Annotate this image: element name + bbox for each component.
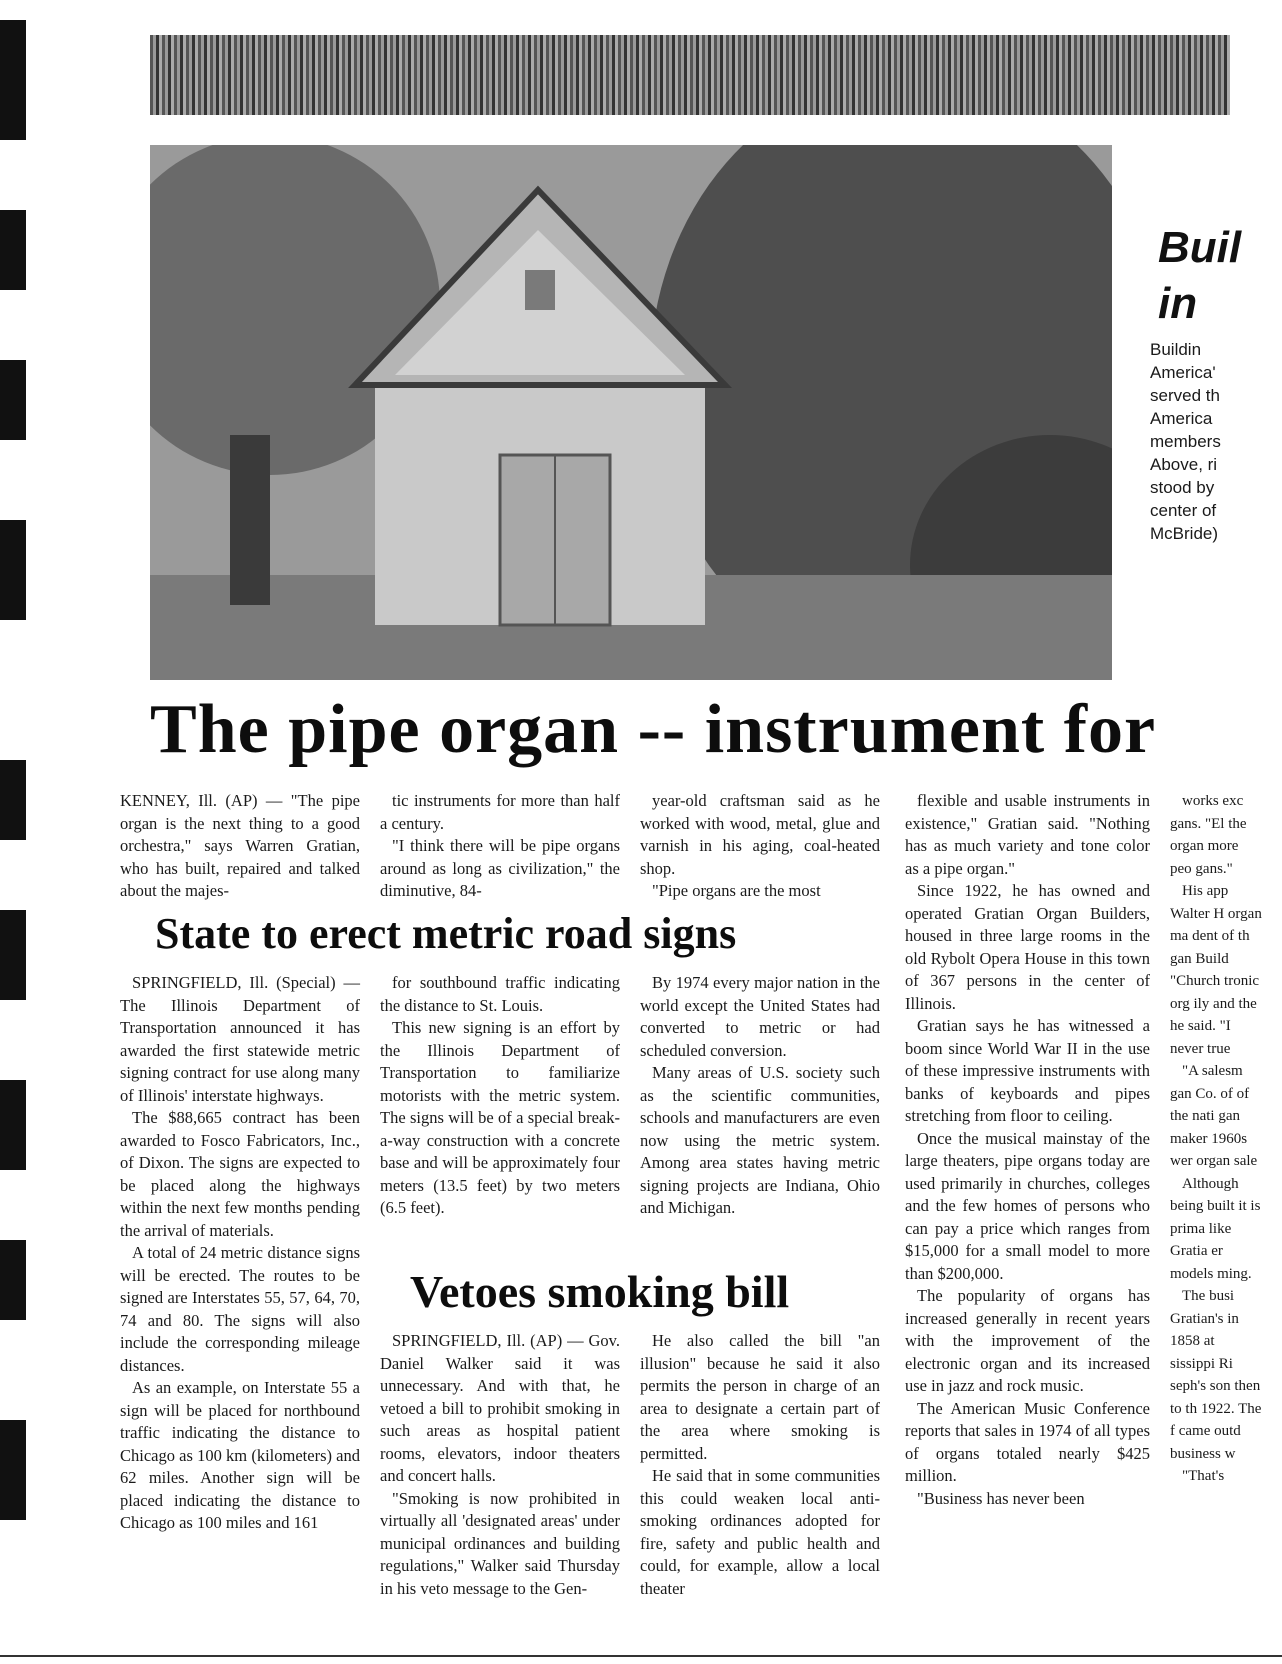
caption-line: stood by [1150,478,1215,497]
paragraph: By 1974 every major nation in the world except the United States had converted to metric or had scheduled conversion. [640,973,880,1060]
bottom-rule [0,1655,1282,1657]
paragraph: Since 1922, he has owned and operated Gratian Organ Builders, housed in three large rooms in the old Rybolt Opera House in this town of 367 persons in the center of Illinois. [905,881,1150,1013]
caption-line: America [1150,409,1213,428]
top-photo-strip [150,35,1230,115]
scan-edge-mark [0,20,26,140]
paragraph: "Business has never been [917,1488,1085,1508]
caption-line: served th [1150,386,1220,405]
paragraph: Many areas of U.S. society such as the scientific communities, schools and manufacturers are even now using the metric system. Among area states having metric signing projects are Indiana, Ohio and Michigan. [640,1063,880,1217]
paragraph: "I think there will be pipe organs around as long as civilization," the diminutive, 84- [380,836,620,900]
caption-line: Above, ri [1150,455,1218,474]
metric-headline: State to erect metric road signs [155,909,737,958]
paragraph: tic instruments for more than half a century. [380,791,620,833]
paragraph: As an example, on Interstate 55 a sign will be placed for northbound traffic indicating the distance to Chicago as 100 km (kilometers) and 62 miles. Another sign will be placed indicating the distance to Chicago as 100 miles and 161 [120,1378,360,1532]
scan-edge-mark [0,210,26,290]
paragraph: for southbound traffic indicating the distance to St. Louis. [380,973,620,1015]
house-photo [150,145,1112,680]
paragraph: flexible and usable instruments in existence," Gratian said. "Nothing has as much variety and tone color as a pipe organ." [905,791,1150,878]
caption-line: America' [1150,363,1216,382]
caption-line: members [1150,432,1221,451]
paragraph: Gratian says he has witnessed a boom since World War II in the use of these impressive instruments with banks of keyboards and pipes stretching from floor to ceiling. [905,1016,1150,1125]
caption-line: center of [1150,501,1217,520]
sidebar-caption [1150,338,1282,545]
scan-left-edge [0,0,34,1664]
pipe-organ-headline: The pipe organ -- instrument for [150,691,1157,768]
smoking-column-1 [380,1330,620,1600]
scan-edge-mark [0,360,26,440]
paragraph: This new signing is an effort by the Illinois Department of Transportation to familiarize motorists with the metric system. The signs will be of a special break-a-way construction with a concrete base and will be approximately four meters (13.5 feet) by two meters (6.5 feet). [380,1018,620,1217]
paragraph: He also called the bill "an illusion" because he said it also permits the person in charge of an area to designate a certain part of the area where smoking is permitted. [640,1331,880,1463]
paragraph: Although being built it is prima like Gratia er models ming. [1170,1175,1261,1282]
scan-edge-mark [0,910,26,1000]
scan-edge-mark [0,1420,26,1520]
paragraph: "That's [1182,1468,1225,1484]
sidebar-kicker: Buil [1158,223,1242,272]
metric-column-2 [380,972,620,1220]
paragraph: "A salesm gan Co. of of the nati gan maker 1960s wer organ sale [1170,1063,1258,1169]
paragraph: He said that in some communities this could weaken local anti-smoking ordinances adopted for fire, safety and public health and could, for example, allow a local theater [640,1466,880,1598]
paragraph: "Pipe organs are the most [652,881,821,900]
paragraph: The busi Gratian's in 1858 at sissippi Ri seph's son then to th 1922. The f came outd business w [1170,1288,1262,1462]
pipe-organ-column-1: KENNEY, Ill. (AP) — "The pipe organ is the next thing to a good orchestra," says Warren Gratian, who has built, repaired and talked about the majes- [120,791,360,900]
sidebar-teaser [1150,220,1282,545]
scan-edge-mark [0,1080,26,1170]
metric-column-3 [640,972,880,1220]
paragraph: The $88,665 contract has been awarded to Fosco Fabricators, Inc., of Dixon. The signs are expected to be placed along the highways within the next few months pending the arrival of materials. [120,1108,360,1240]
paragraph: year-old craftsman said as he worked with wood, metal, glue and varnish in his aging, coal-heated shop. [640,791,880,878]
paragraph: The popularity of organs has increased generally in recent years with the improvement of the electronic organ and its increased use in jazz and rock music. [905,1286,1150,1395]
pipe-organ-column-5 [1170,790,1262,1650]
scan-edge-mark [0,1240,26,1320]
pipe-organ-column-2 [380,790,620,903]
smoking-column-2 [640,1330,880,1600]
paragraph: works exc gans. "El the organ more peo gans." [1170,793,1247,877]
scan-edge-mark [0,520,26,620]
paragraph: His app Walter H organ ma dent of th gan Build "Church tronic org ily and the he said. "I never true [1170,883,1262,1057]
sidebar-kicker: in [1158,279,1198,328]
smoking-headline: Vetoes smoking bill [410,1266,790,1317]
paragraph: SPRINGFIELD, Ill. (Special) — The Illinois Department of Transportation announced it has awarded the first statewide metric signing contract for use along many of Illinois' interstate highways. [120,973,360,1105]
caption-line: McBride) [1150,524,1219,543]
house-photo-icon [150,145,1112,680]
caption-line: Buildin [1150,340,1202,359]
pipe-organ-column-3 [640,790,880,903]
paragraph: "Smoking is now prohibited in virtually all 'designated areas' under municipal ordinances and building regulations," Walker said Thursday in his veto message to the Gen- [380,1488,620,1598]
paragraph: SPRINGFIELD, Ill. (AP) — Gov. Daniel Walker said it was unnecessary. And with that, he vetoed a bill to prohibit smoking in such areas as hospital patient rooms, elevators, indoor theaters and concert halls. [380,1331,620,1485]
paragraph: The American Music Conference reports that sales in 1974 of all types of organs totaled nearly $425 million. [905,1398,1150,1485]
paragraph: Once the musical mainstay of the large theaters, pipe organs today are used primarily in churches, colleges and the few homes of persons who can pay a price which ranges from $15,000 for a small model to more than $200,000. [905,1128,1150,1283]
metric-column-1 [120,972,360,1535]
scan-edge-mark [0,760,26,840]
paragraph: A total of 24 metric distance signs will be erected. The routes to be signed are Interstates 55, 57, 64, 70, 74 and 80. The signs will also include the corresponding mileage distances. [120,1243,360,1375]
pipe-organ-column-4 [905,790,1150,1510]
